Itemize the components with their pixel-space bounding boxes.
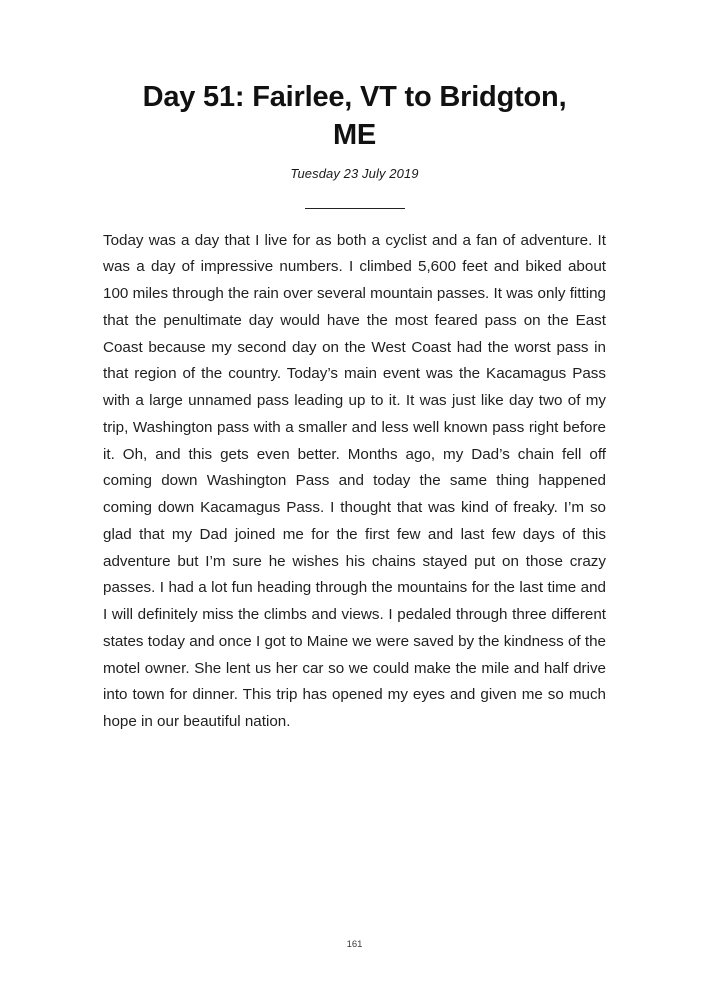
horizontal-rule xyxy=(305,208,405,209)
body-paragraph: Today was a day that I live for as both a cyclist and a fan of adventure. It was a day of impressive numbers. I climbed 5,600 feet and biked about 100 miles through the rain over several mountain passes. It was only fitting that the penultimate day would have the most feared pass on the East Coast because my second day on the West Coast had the worst pass in that region of the country. Today’s main event was the Kacamagus Pass with a large unnamed pass leading up to it. It was just like day two of my trip, Washington pass with a smaller and less well known pass right before it. Oh, and this gets even better. Months ago, my Dad’s chain fell off coming down Washington Pass and today the same thing happened coming down Kacamagus Pass. I thought that was kind of freaky. I’m so glad that my Dad joined me for the first few and last few days of this adventure but I’m sure he wishes his chains stayed put on those crazy passes. I had a lot fun heading through the mountains for the last time and I will definitely miss the climbs and views. I pedaled through three different states today and once I got to Maine we were saved by the kindness of the motel owner. She lent us her car so we could make the mile and half drive into town for dinner. This trip has opened my eyes and given me so much hope in our beautiful nation. xyxy=(103,231,606,731)
page-subtitle-date: Tuesday 23 July 2019 xyxy=(290,165,419,181)
divider-container xyxy=(103,208,606,209)
page-number: 161 xyxy=(346,939,363,950)
page-title: Day 51: Fairlee, VT to Bridgton, ME xyxy=(142,81,567,152)
